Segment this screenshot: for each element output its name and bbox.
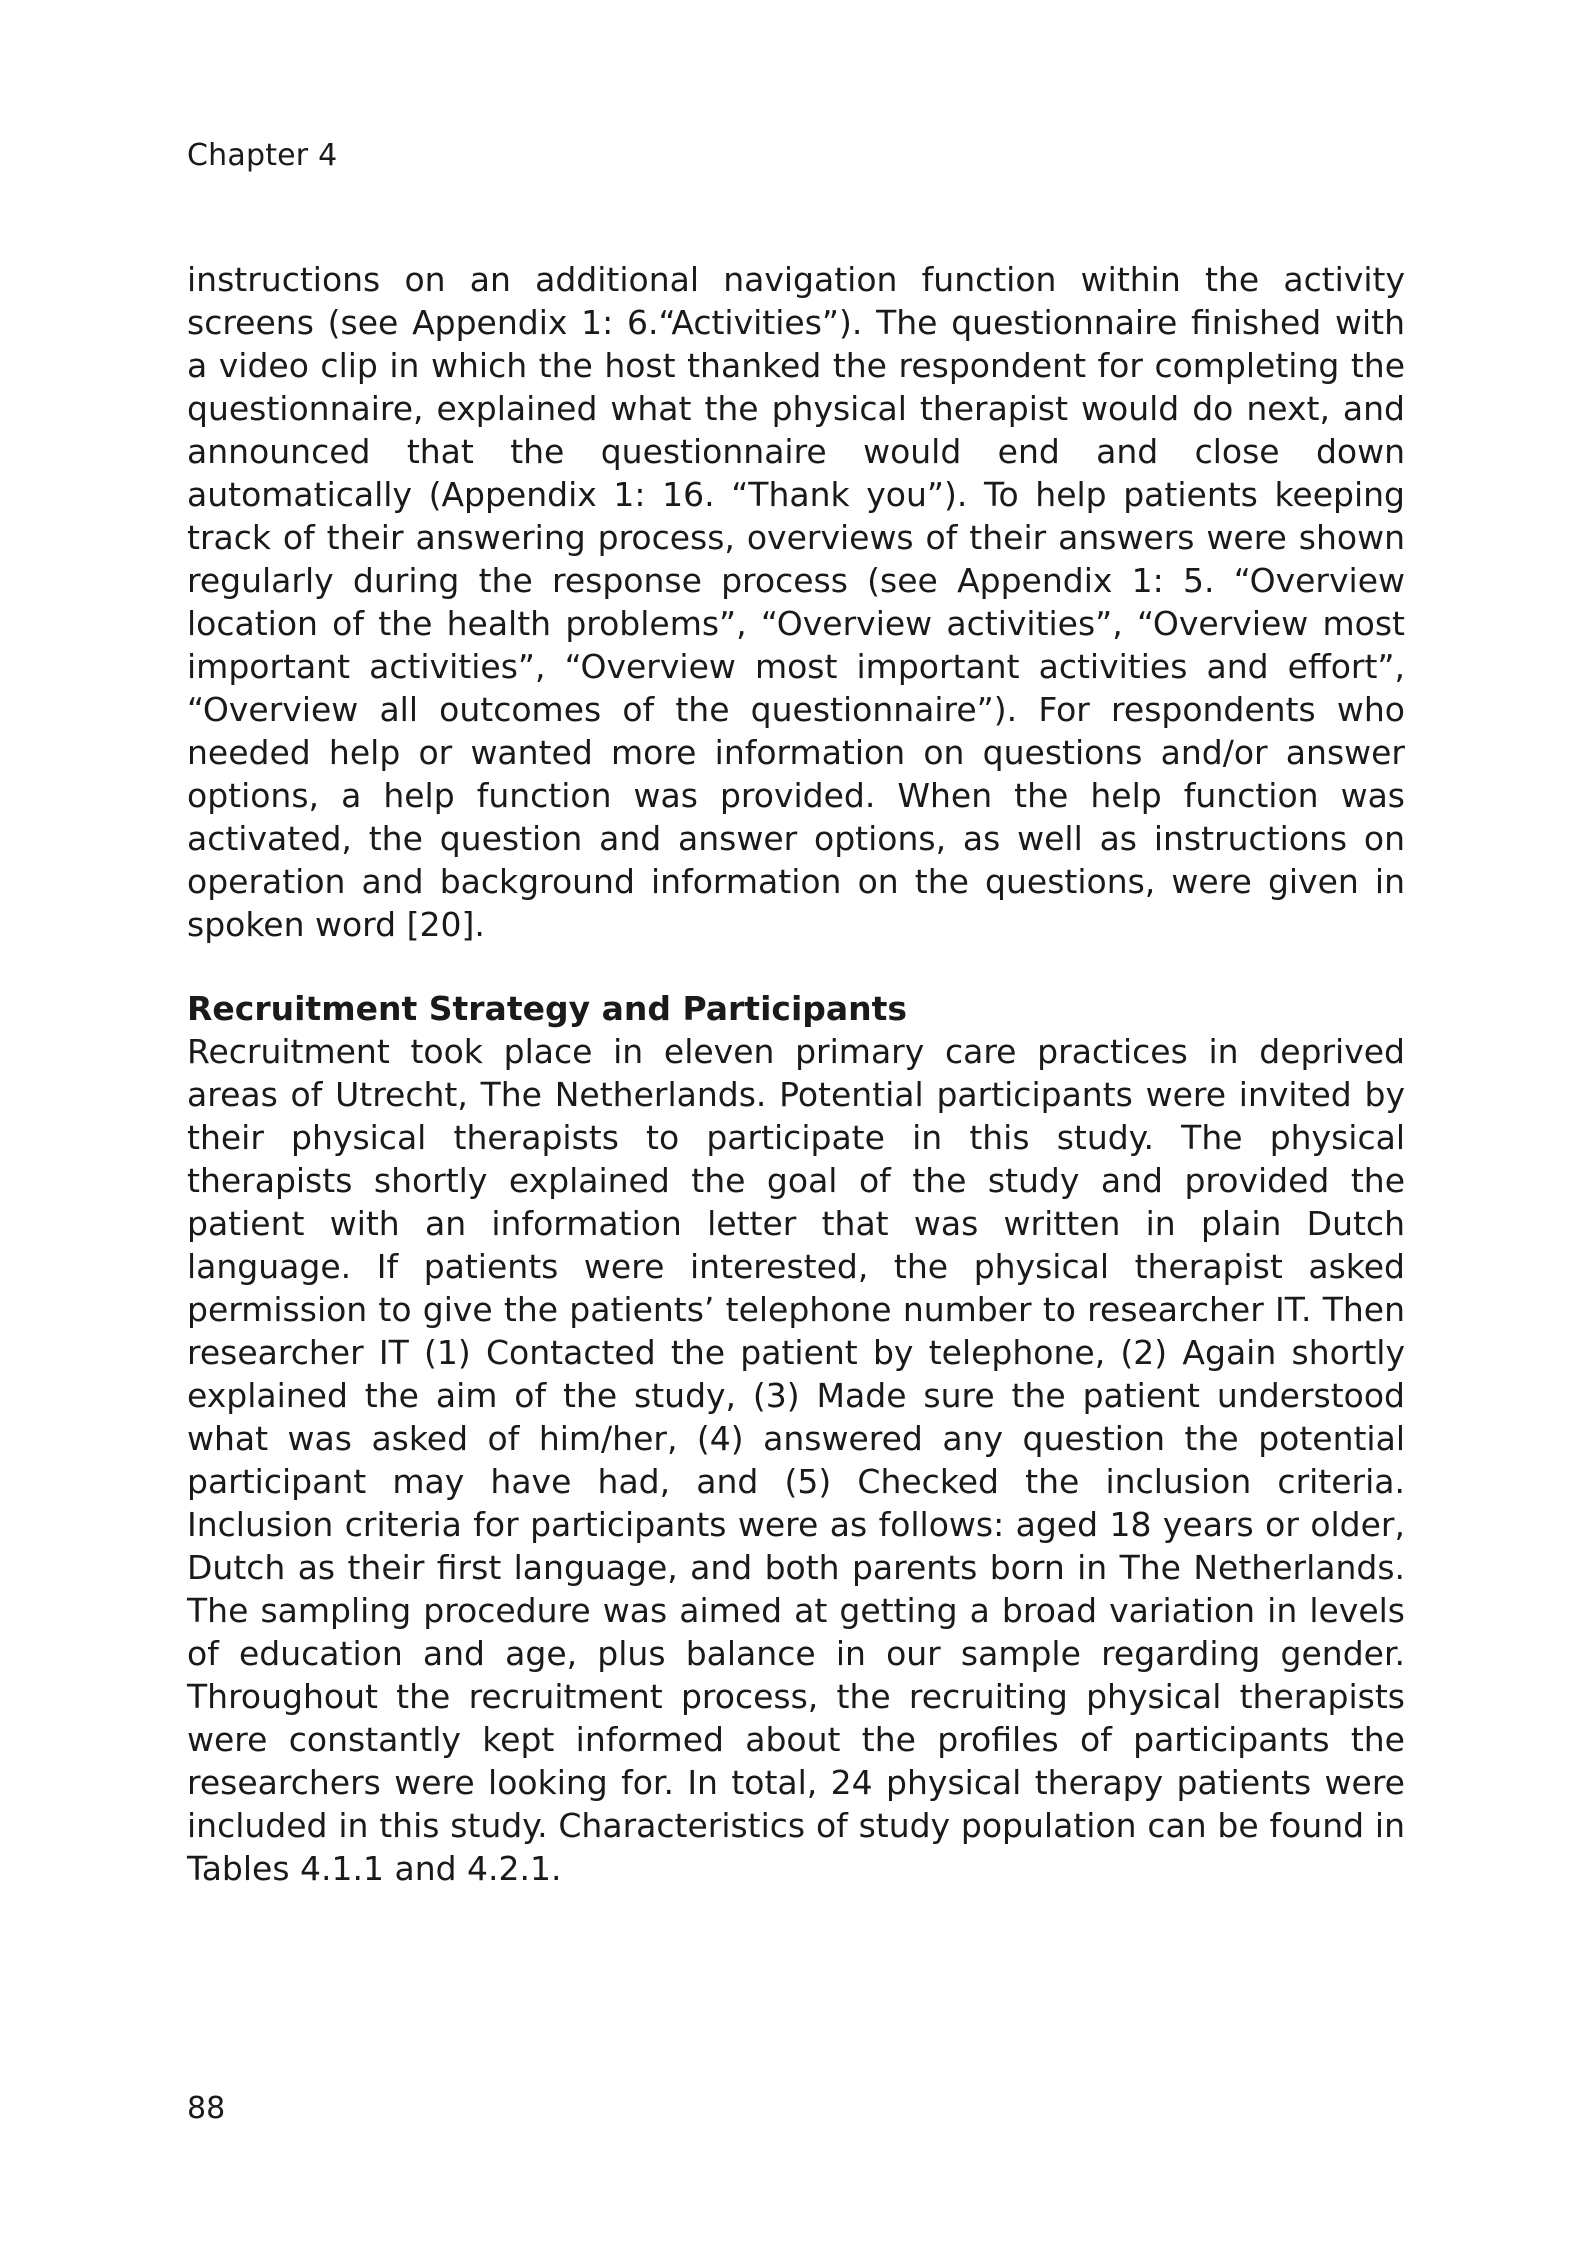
continuation-paragraph: instructions on an additional navigation function within the activity screens (see Appendix 1: 6.“Activities”). The questionnaire finished with a video clip in which the host thanked the respondent for completing the questionnaire, explained what the physical therapist would do next, and announced that the questionnaire would end and close down automatically (Appendix 1: 16. “Thank you”). To help patients keeping track of their answering process, overviews of their answers were shown regularly during the response process (see Appendix 1: 5. “Overview location of the health problems”, “Overview activities”, “Overview most important activities”, “Overview most important activities and effort”, “Overview all outcomes of the questionnaire”). For respondents who needed help or wanted more information on questions and/or answer options, a help function was provided. When the help function was activated, the question and answer options, as well as instructions on operation and background information on the questions, were given in spoken word [20]. <box>187 260 1405 944</box>
running-header-chapter: Chapter 4 <box>187 138 338 173</box>
section-heading: Recruitment Strategy and Participants <box>187 989 908 1028</box>
section-paragraph: Recruitment took place in eleven primary care practices in deprived areas of Utrecht, The Netherlands. Potential participants were invited by their physical therapists to participate in this study. The physical therapists shortly explained the goal of the study and provided the patient with an information letter that was written in plain Dutch language. If patients were interested, the physical therapist asked permission to give the patients’ telephone number to researcher IT. Then researcher IT (1) Contacted the patient by telephone, (2) Again shortly explained the aim of the study, (3) Made sure the patient understood what was asked of him/her, (4) answered any question the potential participant may have had, and (5) Checked the inclusion criteria. Inclusion criteria for participants were as follows: aged 18 years or older, Dutch as their first language, and both parents born in The Netherlands. The sampling procedure was aimed at getting a broad variation in levels of education and age, plus balance in our sample regarding gender. Throughout the recruitment process, the recruiting physical therapists were constantly kept informed about the profiles of participants the researchers were looking for. In total, 24 physical therapy patients were included in this study. Characteristics of study population can be found in Tables 4.1.1 and 4.2.1. <box>187 1032 1405 1888</box>
page-number: 88 <box>187 2091 226 2126</box>
